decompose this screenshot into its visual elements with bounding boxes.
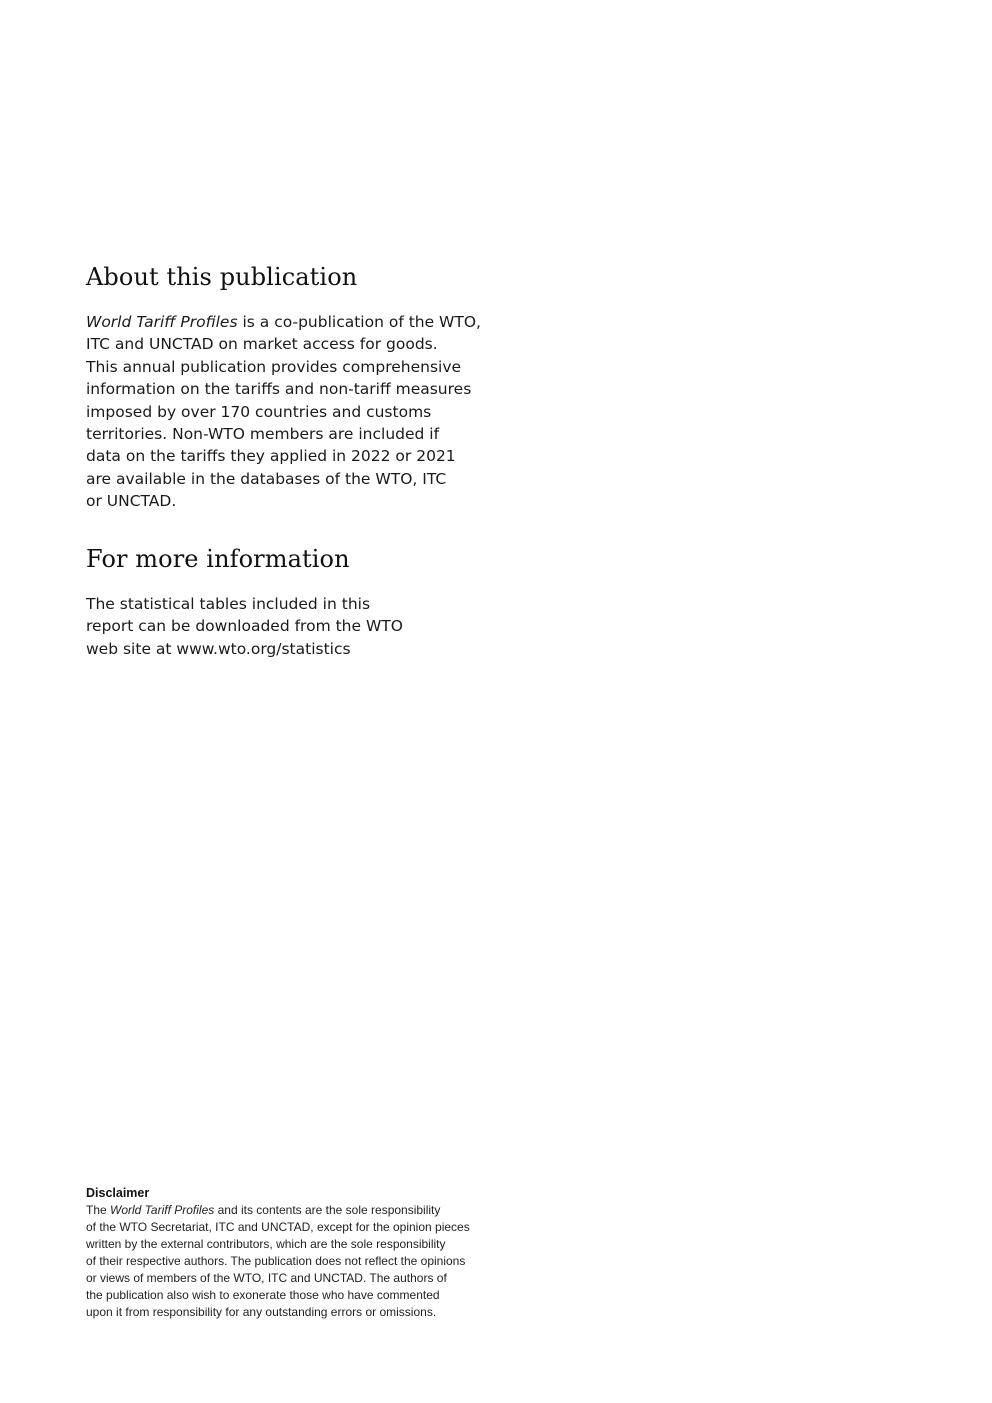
about-line: are available in the databases of the WTO, ITC [86,469,447,488]
about-body [86,311,481,513]
more-info-line: report can be downloaded from the WTO [86,617,403,636]
about-line: imposed by over 170 countries and customs [86,402,432,421]
about-line: or UNCTAD. [86,492,177,511]
disclaimer-line: written by the external contributors, which are the sole responsibility [86,1237,446,1251]
more-info-body [86,593,403,660]
more-info-line: The statistical tables included in this [86,595,371,613]
about-line: World Tariff Profiles is a co-publication of the WTO, [86,313,481,331]
about-heading: About this publication [86,263,358,291]
about-line: information on the tariffs and non-tariff measures [86,380,472,399]
more-info-line: web site at www.wto.org/statistics [86,639,351,658]
about-line: ITC and UNCTAD on market access for goods. [86,335,438,354]
more-info-heading: For more information [86,545,350,573]
disclaimer-line: of their respective authors. The publication does not reflect the opinions [86,1254,466,1268]
disclaimer-body [86,1202,470,1321]
more-info-section [86,544,403,660]
about-line: This annual publication provides comprehensive [86,357,462,376]
about-section [86,262,481,513]
about-line: territories. Non-WTO members are included if [86,425,440,444]
disclaimer-line: the publication also wish to exonerate those who have commented [86,1288,440,1302]
disclaimer-line: The World Tariff Profiles and its contents are the sole responsibility [86,1203,441,1217]
disclaimer-section [86,1185,470,1321]
disclaimer-line: or views of members of the WTO, ITC and UNCTAD. The authors of [86,1271,447,1285]
publication-title: World Tariff Profiles [86,313,238,331]
about-line: data on the tariffs they applied in 2022 or 2021 [86,447,456,466]
disclaimer-heading: Disclaimer [86,1186,150,1200]
disclaimer-publication-title: World Tariff Profiles [110,1203,215,1217]
disclaimer-line: of the WTO Secretariat, ITC and UNCTAD, except for the opinion pieces [86,1220,470,1234]
disclaimer-line: upon it from responsibility for any outstanding errors or omissions. [86,1305,437,1319]
